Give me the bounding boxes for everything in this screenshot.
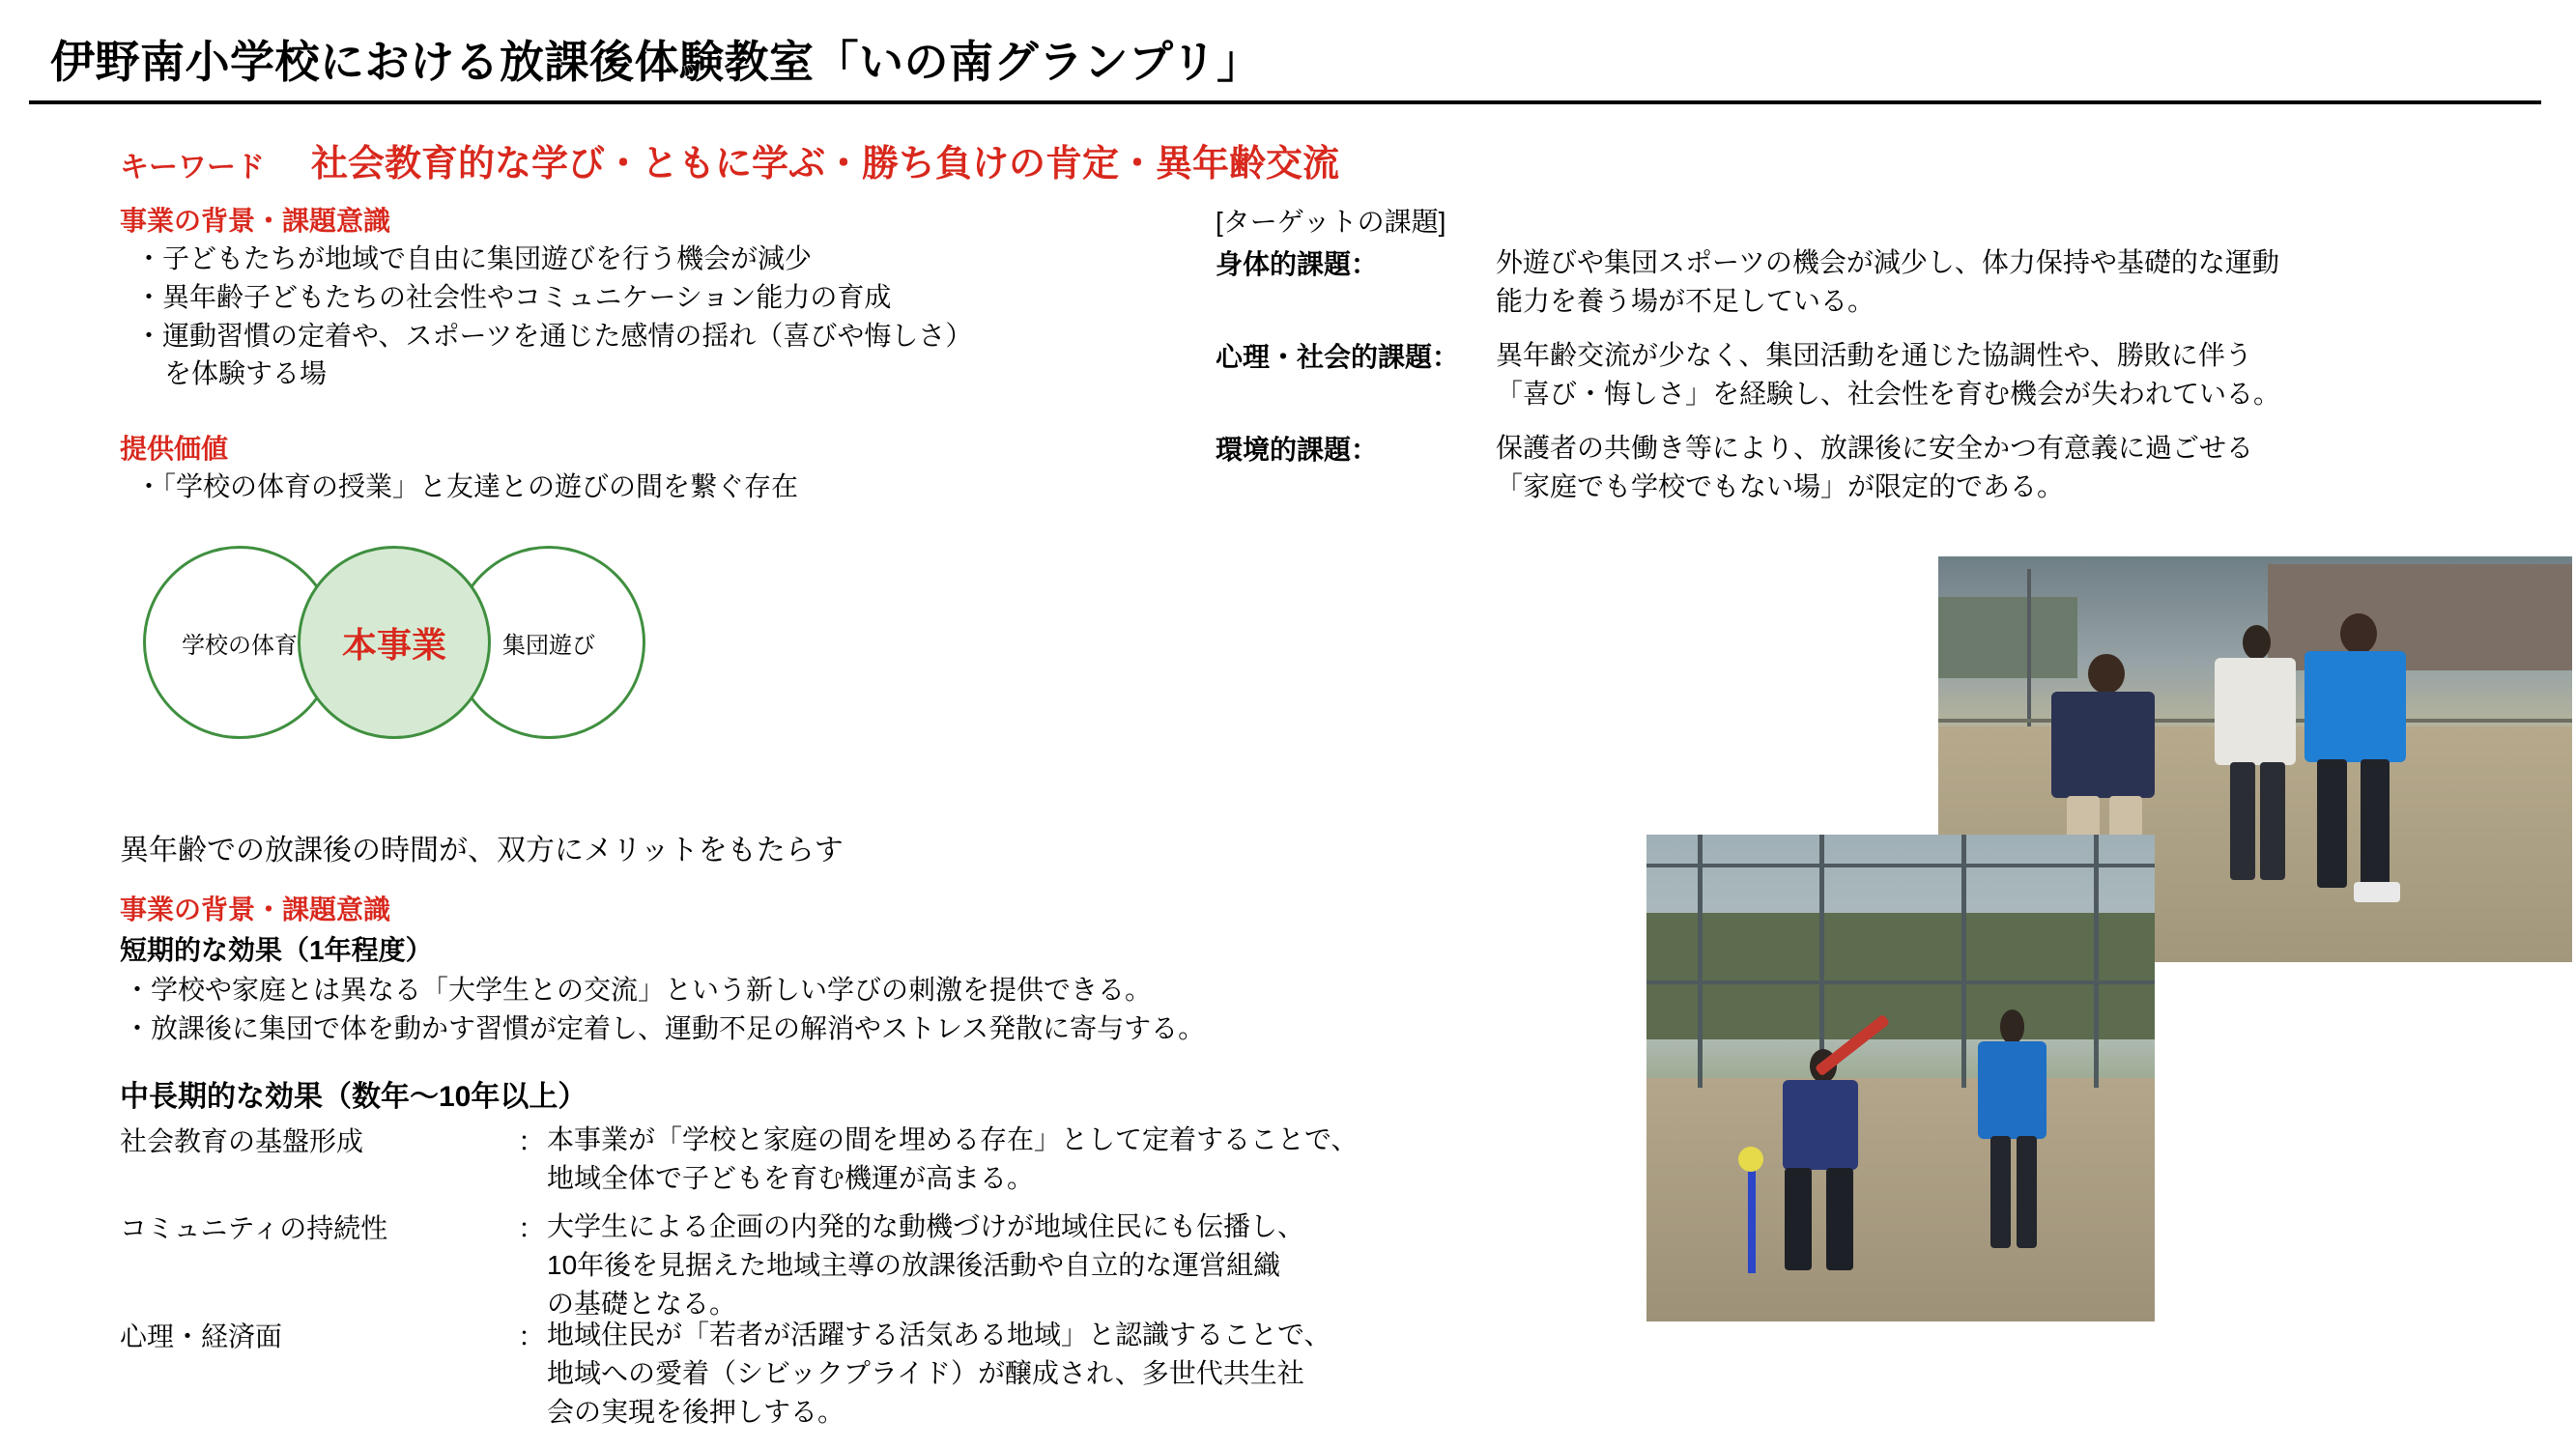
long-term-row-2-line-2: 10年後を見据えた地域主導の放課後活動や自立的な運営組織 — [547, 1249, 1281, 1280]
photo-trees — [1646, 913, 2155, 1039]
target-row-2-line-1: 異年齢交流が少なく、集団活動を通じた協調性や、勝敗に伴う — [1496, 340, 2252, 370]
long-term-row-3-line-2: 地域への愛着（シビックプライド）が醸成され、多世代共生社 — [547, 1357, 1304, 1388]
long-term-row-2-label: コミュニティの持続性 — [120, 1213, 388, 1243]
keyword-text: 社会教育的な学び・ともに学ぶ・勝ち負けの肯定・異年齢交流 — [311, 144, 1340, 185]
target-row-1-line-2: 能力を養う場が不足している。 — [1496, 285, 1875, 316]
photo-net-post-1 — [1698, 835, 1703, 1088]
photo-tee-stem — [1748, 1166, 1756, 1273]
photo-ball — [1738, 1147, 1763, 1172]
short-term-bullet-1: ・学校や家庭とは異なる「大学生との交流」という新しい学びの刺激を提供できる。 — [124, 975, 1153, 1005]
venn-circle-this-project — [298, 546, 491, 739]
target-row-1-body — [1496, 243, 2279, 321]
short-term-bullet-2: ・放課後に集団で体を動かす習慣が定着し、運動不足の解消やストレス発散に寄与する。 — [124, 1012, 1206, 1043]
photo-net-bar-mid — [1646, 980, 2155, 984]
target-row-2-body — [1496, 336, 2280, 413]
photo-figure-batter — [1759, 1049, 1880, 1273]
venn-label-this-project: 本事業 — [341, 624, 446, 665]
background-heading: 事業の背景・課題意識 — [120, 206, 391, 236]
long-term-heading: 中長期的な効果（数年〜10年以上） — [120, 1081, 587, 1113]
background-bullet-3: ・運動習慣の定着や、スポーツを通じた感情の揺れ（喜びや悔しさ） — [135, 320, 973, 351]
long-term-row-3-line-3: 会の実現を後押しする。 — [547, 1396, 845, 1427]
target-row-3-body — [1496, 429, 2253, 506]
title-divider — [29, 100, 2541, 104]
effects-heading: 事業の背景・課題意識 — [120, 895, 391, 924]
target-issues-title: [ターゲットの課題] — [1216, 207, 1446, 237]
target-row-3-line-2: 「家庭でも学校でもない場」が限定的である。 — [1496, 470, 2065, 501]
long-term-row-1-body — [547, 1121, 1358, 1198]
photo-ground-2 — [1646, 1078, 2155, 1321]
long-term-row-2-body — [547, 1208, 1304, 1322]
long-term-row-1-colon: ： — [518, 1126, 546, 1156]
value-heading: 提供価値 — [120, 434, 229, 464]
target-row-3-label: 環境的課題： — [1216, 435, 1379, 465]
long-term-row-1-line-2: 地域全体で子どもを育む機運が高まる。 — [547, 1162, 1035, 1193]
photo-net-post-4 — [2094, 835, 2099, 1088]
short-term-bullets — [124, 971, 1476, 1048]
target-row-2-line-2: 「喜び・悔しさ」を経験し、社会性を育む機会が失われている。 — [1496, 378, 2281, 409]
target-row-1-label: 身体的課題： — [1216, 249, 1379, 279]
page-title: 伊野南小学校における放課後体験教室「いの南グランプリ」 — [50, 37, 1262, 87]
venn-label-school-pe: 学校の体育 — [182, 632, 298, 659]
value-bullets — [135, 468, 1159, 506]
venn-diagram — [143, 546, 761, 739]
long-term-row-3-body — [547, 1316, 1331, 1431]
background-bullet-2: ・異年齢子どもたちの社会性やコミュニケーション能力の育成 — [135, 281, 892, 312]
target-row-3-line-1: 保護者の共働き等により、放課後に安全かつ有意義に過ごせる — [1496, 433, 2254, 463]
value-bullet-1: ・「学校の体育の授業」と友達との遊びの間を繋ぐ存在 — [135, 471, 799, 501]
long-term-row-1-line-1: 本事業が「学校と家庭の間を埋める存在」として定着することで、 — [547, 1124, 1359, 1154]
long-term-row-2-line-3: の基礎となる。 — [547, 1288, 737, 1319]
photo-net-bar-top — [1646, 864, 2155, 867]
background-bullet-4: を体験する場 — [164, 358, 328, 389]
long-term-row-2-colon: ： — [518, 1213, 546, 1243]
photo-figure-coach — [1961, 1009, 2063, 1253]
mid-note: 異年齢での放課後の時間が、双方にメリットをもたらす — [120, 835, 844, 867]
target-row-1-line-1: 外遊びや集団スポーツの機会が減少し、体力保持や基礎的な運動 — [1496, 247, 2279, 277]
long-term-row-1-label: 社会教育の基盤形成 — [120, 1126, 364, 1156]
long-term-row-2-line-1: 大学生による企画の内発的な動機づけが地域住民にも伝播し、 — [547, 1211, 1305, 1241]
long-term-row-3-label: 心理・経済面 — [120, 1321, 283, 1351]
photo-figure-white — [2191, 625, 2318, 893]
venn-label-group-play: 集団遊び — [502, 632, 595, 659]
long-term-row-3-colon: ： — [518, 1321, 546, 1351]
target-row-2-label: 心理・社会的課題： — [1216, 342, 1460, 372]
short-term-heading: 短期的な効果（1年程度） — [120, 935, 433, 965]
long-term-row-3-line-1: 地域住民が「若者が活躍する活気ある地域」と認識することで、 — [547, 1320, 1331, 1350]
background-bullets — [135, 240, 1159, 393]
background-bullet-1: ・子どもたちが地域で自由に集団遊びを行う機会が減少 — [135, 243, 813, 273]
keyword-label: キーワード — [120, 152, 265, 184]
photo-child-batting-tee-ball — [1646, 835, 2155, 1321]
